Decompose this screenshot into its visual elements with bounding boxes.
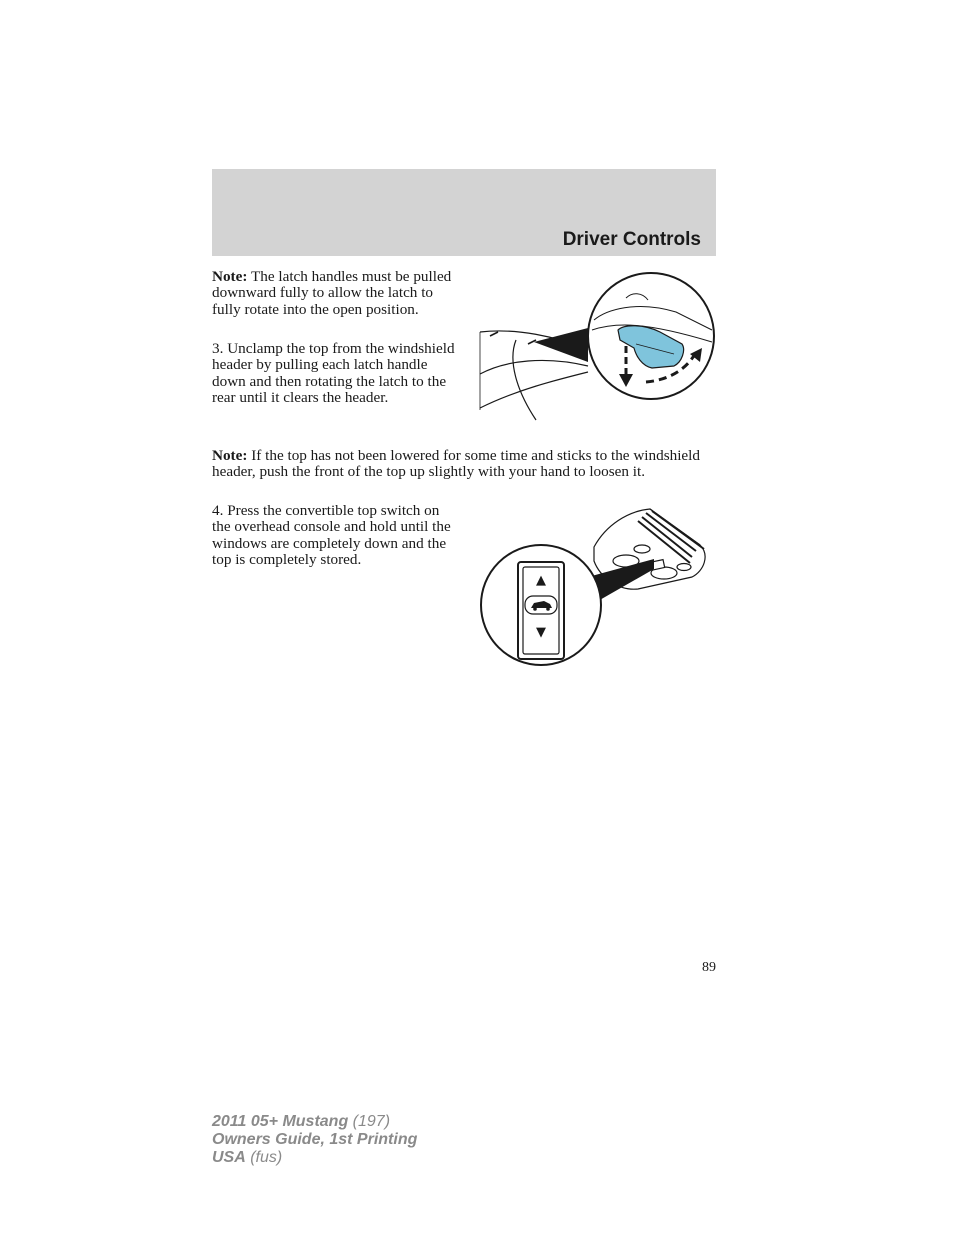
note-text: The latch handles must be pulled downward fully to allow the latch to fully rotate into the open position. xyxy=(212,268,452,318)
latch-handle-figure xyxy=(476,270,718,430)
note-label: Note: xyxy=(212,447,248,464)
page-number: 89 xyxy=(702,960,716,975)
note-top-sticks xyxy=(212,448,716,481)
footer-model: 2011 05+ Mustang xyxy=(212,1113,349,1130)
footer-market: USA xyxy=(212,1149,246,1166)
note-latch-handles xyxy=(212,269,462,318)
step-3-text: 3. Unclamp the top from the windshield header by pulling each latch handle down and then rotating the latch to the rear until it clears the header. xyxy=(212,340,455,407)
footer-market-code: (fus) xyxy=(245,1149,283,1166)
section-title: Driver Controls xyxy=(562,229,701,250)
step-4-text: 4. Press the convertible top switch on the overhead console and hold until the windows are completely down and the top is completely stored. xyxy=(212,502,451,569)
down-arrow-icon: ▼ xyxy=(536,625,546,640)
note-label: Note: xyxy=(212,268,248,285)
note-text: If the top has not been lowered for some time and sticks to the windshield header, push the front of the top up slightly with your hand to loosen it. xyxy=(212,447,700,481)
footer-model-code: (197) xyxy=(348,1113,391,1130)
footer-imprint xyxy=(212,1113,417,1167)
convertible-top-switch-figure xyxy=(478,505,718,669)
section-header-band xyxy=(212,169,716,256)
footer-guide: Owners Guide, 1st Printing xyxy=(212,1131,418,1148)
up-arrow-icon: ▲ xyxy=(536,573,546,588)
